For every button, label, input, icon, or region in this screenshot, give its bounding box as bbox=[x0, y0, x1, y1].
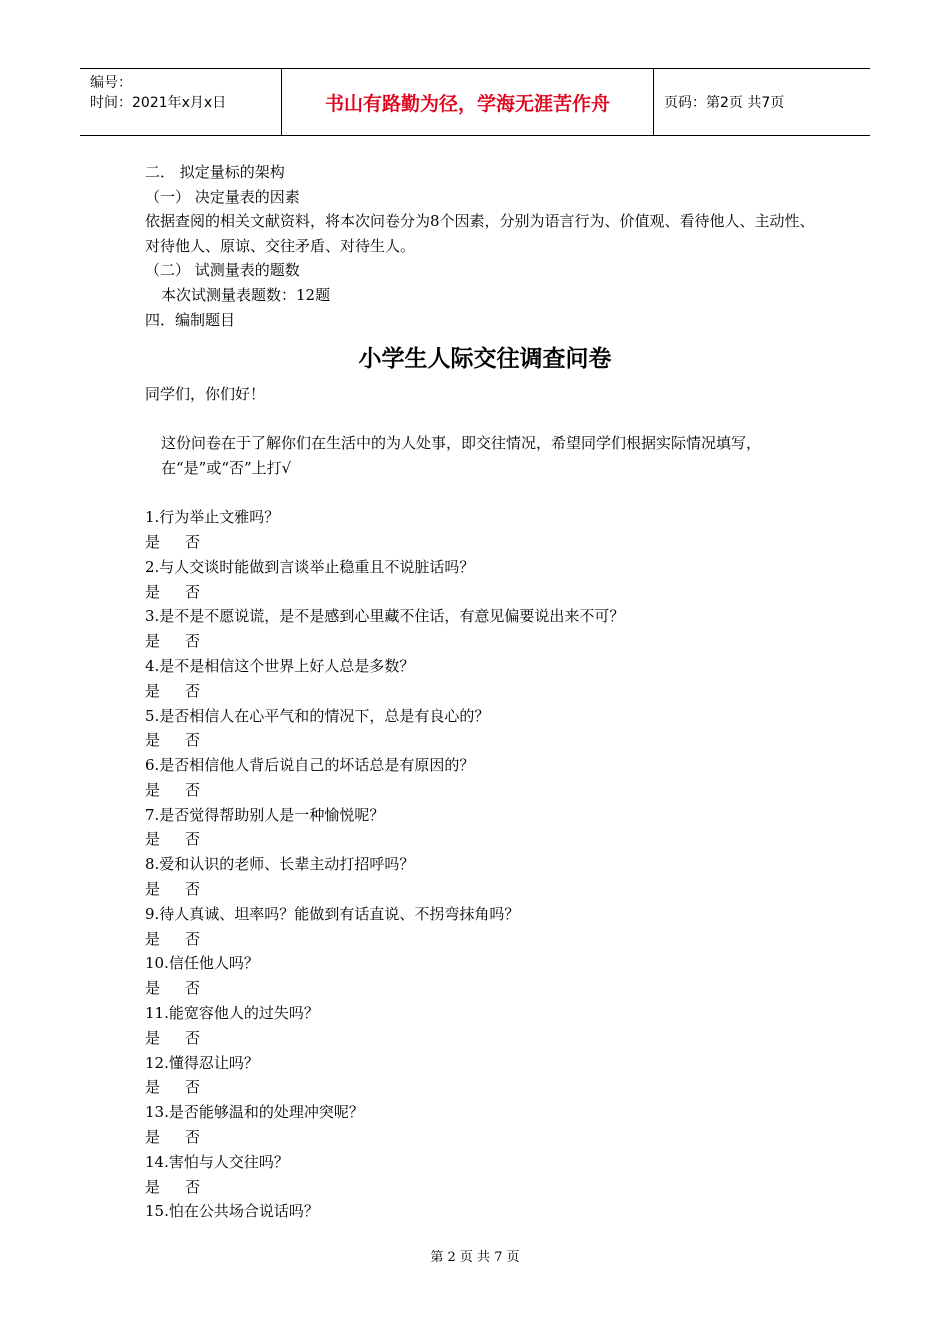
answer-options bbox=[145, 1175, 825, 1200]
question-text: 8.爱和认识的老师、长辈主动打招呼吗？ bbox=[145, 855, 415, 874]
answer-options bbox=[145, 778, 825, 803]
section-2-2-text: 本次试测量表题数：12题 bbox=[161, 285, 331, 304]
time-label: 时间：2021年x月x日 bbox=[90, 95, 227, 111]
answer-options bbox=[145, 679, 825, 704]
header-motto: 书山有路勤为径，学海无涯苦作舟 bbox=[282, 69, 654, 135]
option-yes[interactable]: 是 bbox=[145, 979, 161, 998]
option-yes[interactable]: 是 bbox=[145, 780, 161, 799]
question-text: 1.行为举止文雅吗？ bbox=[145, 508, 280, 527]
option-no[interactable]: 否 bbox=[185, 632, 201, 651]
section-2-title: 二． 拟定量标的架构 bbox=[145, 163, 285, 181]
question-list bbox=[145, 505, 825, 1224]
answer-options bbox=[145, 530, 825, 555]
question-text: 7.是否觉得帮助别人是一种愉悦呢？ bbox=[145, 805, 385, 824]
question-text: 11.能宽容他人的过失吗？ bbox=[145, 1004, 319, 1023]
intro-text: 这份问卷在于了解你们在生活中的为人处事，即交往情况，希望同学们根据实际情况填写，在“是”或“否”上打√ bbox=[161, 434, 762, 477]
option-no[interactable]: 否 bbox=[185, 780, 201, 799]
question-text: 15.怕在公共场合说话吗？ bbox=[145, 1202, 319, 1221]
option-no[interactable]: 否 bbox=[185, 979, 201, 998]
answer-options bbox=[145, 1125, 825, 1150]
greeting: 同学们，你们好！ bbox=[145, 385, 266, 404]
question-text: 2.与人交谈时能做到言谈举止稳重且不说脏话吗？ bbox=[145, 557, 475, 576]
option-yes[interactable]: 是 bbox=[145, 532, 161, 551]
option-no[interactable]: 否 bbox=[185, 582, 201, 601]
answer-options bbox=[145, 629, 825, 654]
number-label: 编号： bbox=[90, 75, 132, 91]
option-yes[interactable]: 是 bbox=[145, 681, 161, 700]
answer-options bbox=[145, 580, 825, 605]
question-text: 6.是否相信他人背后说自己的坏话总是有原因的？ bbox=[145, 756, 475, 775]
option-yes[interactable]: 是 bbox=[145, 929, 161, 948]
page-header bbox=[80, 68, 870, 136]
option-yes[interactable]: 是 bbox=[145, 1128, 161, 1147]
option-no[interactable]: 否 bbox=[185, 929, 201, 948]
header-meta bbox=[80, 69, 282, 135]
answer-options bbox=[145, 927, 825, 952]
option-no[interactable]: 否 bbox=[185, 532, 201, 551]
option-no[interactable]: 否 bbox=[185, 1028, 201, 1047]
question-text: 9.待人真诚、坦率吗？能做到有话直说、不拐弯抹角吗？ bbox=[145, 904, 520, 923]
question-text: 10.信任他人吗？ bbox=[145, 954, 259, 973]
header-page-info: 页码：第2页 共7页 bbox=[664, 95, 785, 111]
section-2-2-title: （二） 试测量表的题数 bbox=[145, 261, 300, 280]
page-footer: 第 2 页 共 7 页 bbox=[430, 1250, 520, 1265]
question-text: 12.懂得忍让吗？ bbox=[145, 1053, 259, 1072]
question-text: 4.是不是相信这个世界上好人总是多数？ bbox=[145, 656, 415, 675]
option-no[interactable]: 否 bbox=[185, 681, 201, 700]
option-yes[interactable]: 是 bbox=[145, 1177, 161, 1196]
option-yes[interactable]: 是 bbox=[145, 632, 161, 651]
option-yes[interactable]: 是 bbox=[145, 1078, 161, 1097]
answer-options bbox=[145, 728, 825, 753]
answer-options bbox=[145, 877, 825, 902]
option-yes[interactable]: 是 bbox=[145, 582, 161, 601]
option-yes[interactable]: 是 bbox=[145, 880, 161, 899]
section-2-1-title: （一） 决定量表的因素 bbox=[145, 187, 300, 206]
question-text: 13.是否能够温和的处理冲突呢？ bbox=[145, 1103, 364, 1122]
answer-options bbox=[145, 1075, 825, 1100]
option-no[interactable]: 否 bbox=[185, 1078, 201, 1097]
option-no[interactable]: 否 bbox=[185, 830, 201, 849]
document-body bbox=[145, 160, 825, 1224]
answer-options bbox=[145, 827, 825, 852]
section-4-title: 四．编制题目 bbox=[145, 310, 236, 329]
question-text: 3.是不是不愿说谎，是不是感到心里藏不住话，有意见偏要说出来不可？ bbox=[145, 607, 625, 626]
option-yes[interactable]: 是 bbox=[145, 830, 161, 849]
answer-options bbox=[145, 1026, 825, 1051]
option-no[interactable]: 否 bbox=[185, 731, 201, 750]
questionnaire-title: 小学生人际交往调查问卷 bbox=[358, 346, 612, 373]
answer-options bbox=[145, 976, 825, 1001]
option-no[interactable]: 否 bbox=[185, 1177, 201, 1196]
option-yes[interactable]: 是 bbox=[145, 1028, 161, 1047]
option-no[interactable]: 否 bbox=[185, 880, 201, 899]
section-2-1-text: 依据查阅的相关文献资料，将本次问卷分为8个因素，分别为语言行为、价值观、看待他人、主动性、对待他人、原谅、交往矛盾、对待生人。 bbox=[145, 212, 815, 255]
option-yes[interactable]: 是 bbox=[145, 731, 161, 750]
question-text: 14.害怕与人交往吗？ bbox=[145, 1152, 289, 1171]
option-no[interactable]: 否 bbox=[185, 1128, 201, 1147]
question-text: 5.是否相信人在心平气和的情况下，总是有良心的？ bbox=[145, 706, 490, 725]
